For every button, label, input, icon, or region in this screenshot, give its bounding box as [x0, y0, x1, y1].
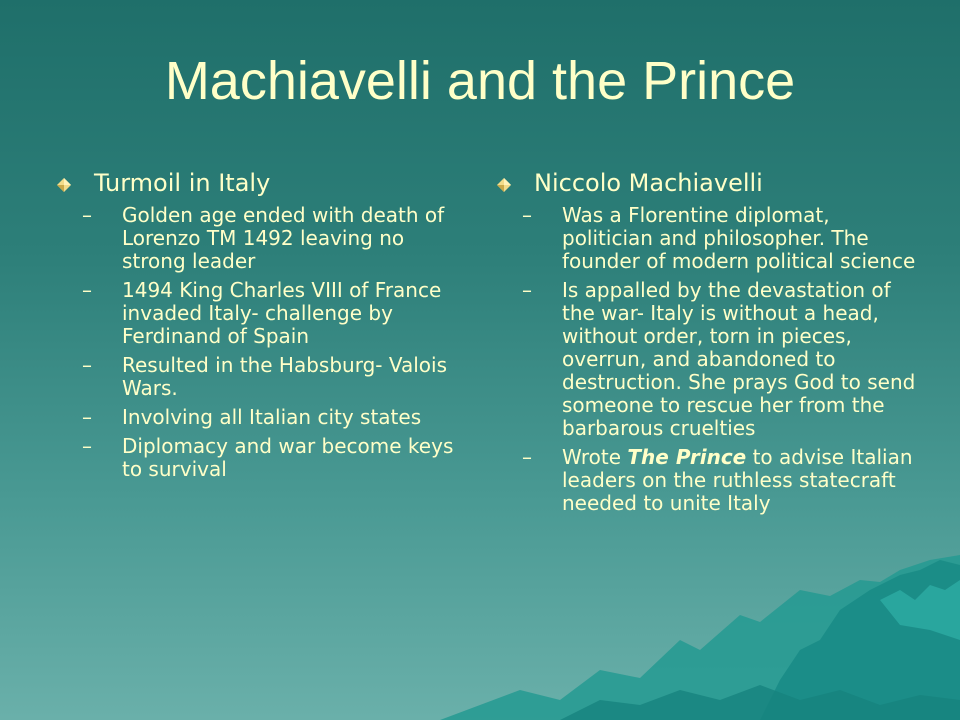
dash-marker: – [82, 353, 92, 377]
list-item-suffix: to advise Italian leaders on the ruthless statecraft needed to unite Italy [562, 445, 913, 515]
list-item-text: 1494 King Charles VIII of France invaded Italy- challenge by Ferdinand of Spain [122, 278, 442, 348]
list-item-text [562, 446, 916, 515]
diamond-bullet-icon [496, 177, 512, 193]
list-item-text: Diplomacy and war become keys to survival [122, 434, 454, 481]
list-item [56, 435, 456, 481]
list-item [56, 354, 456, 400]
left-heading: Turmoil in Italy [94, 169, 271, 197]
left-sub-list [56, 204, 456, 481]
right-sub-list [496, 204, 916, 515]
right-heading: Niccolo Machiavelli [534, 169, 763, 197]
list-item-text: Was a Florentine diplomat, politician and philosopher. The founder of modern political science [562, 203, 916, 273]
list-item [56, 279, 456, 348]
dash-marker: – [82, 203, 92, 227]
slide-title: Machiavelli and the Prince [164, 51, 796, 111]
left-column [56, 168, 456, 487]
list-item [496, 204, 916, 273]
list-item-text: Resulted in the Habsburg- Valois Wars. [122, 353, 447, 400]
dash-marker: – [82, 405, 92, 429]
list-item-prefix: Wrote [562, 445, 628, 469]
right-column [496, 168, 916, 521]
diamond-bullet-icon [56, 177, 72, 193]
book-title-emphasis: The Prince [627, 445, 747, 469]
list-item [56, 406, 456, 429]
list-item [56, 204, 456, 273]
list-item [496, 446, 916, 515]
dash-marker: – [522, 203, 532, 227]
dash-marker: – [82, 278, 92, 302]
dash-marker: – [522, 278, 532, 302]
list-item-text: Golden age ended with death of Lorenzo TM 1492 leaving no strong leader [122, 203, 445, 273]
dash-marker: – [82, 434, 92, 458]
list-item [496, 279, 916, 440]
list-item-text: Is appalled by the devastation of the war- Italy is without a head, without order, torn in pieces, overrun, and abandoned to destruction. She prays God to send someone to rescue her from the barbarous cruelties [562, 278, 916, 440]
left-bullet [56, 168, 456, 198]
right-bullet [496, 168, 916, 198]
list-item-text: Involving all Italian city states [122, 405, 422, 429]
dash-marker: – [522, 445, 532, 469]
